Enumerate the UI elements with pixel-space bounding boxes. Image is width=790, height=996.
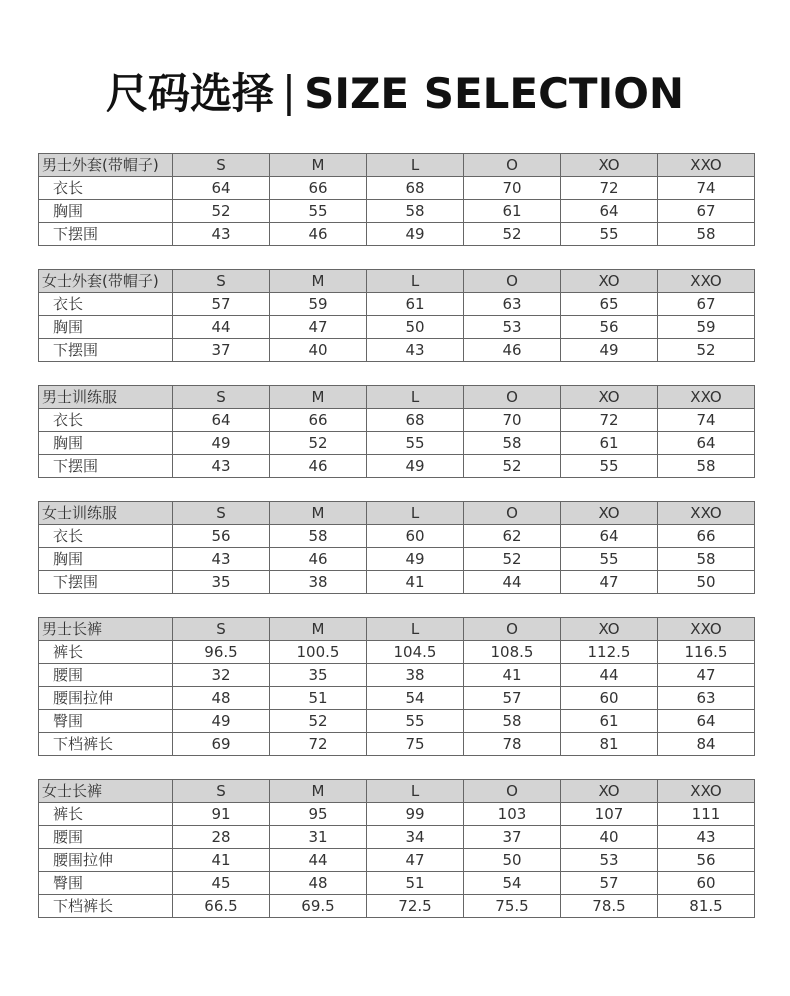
measurement-value: 49 — [367, 223, 464, 246]
measurement-value: 64 — [658, 710, 755, 733]
measurement-value: 70 — [464, 177, 561, 200]
measurement-value: 53 — [561, 849, 658, 872]
measurement-value: 34 — [367, 826, 464, 849]
measurement-value: 66.5 — [173, 895, 270, 918]
measurement-value: 103 — [464, 803, 561, 826]
measurement-value: 44 — [173, 316, 270, 339]
size-header-cell: M — [270, 618, 367, 641]
measurement-label: 胸围 — [39, 548, 173, 571]
measurement-value: 64 — [658, 432, 755, 455]
measurement-value: 58 — [270, 525, 367, 548]
table-row — [39, 849, 755, 872]
measurement-label: 衣长 — [39, 293, 173, 316]
size-header-cell: L — [367, 270, 464, 293]
measurement-value: 57 — [173, 293, 270, 316]
table-row — [39, 710, 755, 733]
measurement-value: 56 — [173, 525, 270, 548]
measurement-value: 74 — [658, 409, 755, 432]
measurement-label: 衣长 — [39, 177, 173, 200]
measurement-value: 111 — [658, 803, 755, 826]
size-header-cell: L — [367, 386, 464, 409]
measurement-value: 43 — [173, 455, 270, 478]
measurement-value: 64 — [173, 409, 270, 432]
measurement-value: 68 — [367, 177, 464, 200]
table-title: 男士外套(带帽子) — [39, 154, 173, 177]
measurement-value: 65 — [561, 293, 658, 316]
measurement-value: 43 — [367, 339, 464, 362]
measurement-value: 59 — [658, 316, 755, 339]
measurement-label: 腰围拉伸 — [39, 849, 173, 872]
measurement-value: 72.5 — [367, 895, 464, 918]
measurement-value: 81.5 — [658, 895, 755, 918]
table-header-row — [39, 270, 755, 293]
measurement-value: 72 — [270, 733, 367, 756]
measurement-value: 46 — [270, 223, 367, 246]
measurement-value: 50 — [367, 316, 464, 339]
size-table — [38, 385, 755, 478]
size-header-cell: M — [270, 154, 367, 177]
measurement-value: 47 — [561, 571, 658, 594]
measurement-value: 69.5 — [270, 895, 367, 918]
size-header-cell: L — [367, 618, 464, 641]
measurement-value: 56 — [561, 316, 658, 339]
size-header-cell: O — [464, 154, 561, 177]
measurement-value: 52 — [464, 548, 561, 571]
table-row — [39, 548, 755, 571]
measurement-label: 腰围 — [39, 664, 173, 687]
measurement-value: 50 — [464, 849, 561, 872]
measurement-value: 67 — [658, 200, 755, 223]
size-header-cell: XXO — [658, 270, 755, 293]
measurement-label: 裤长 — [39, 803, 173, 826]
size-header-cell: XO — [561, 618, 658, 641]
size-header-cell: XO — [561, 502, 658, 525]
measurement-value: 60 — [658, 872, 755, 895]
table-row — [39, 687, 755, 710]
measurement-value: 69 — [173, 733, 270, 756]
measurement-value: 46 — [464, 339, 561, 362]
table-title: 女士外套(带帽子) — [39, 270, 173, 293]
size-header-cell: XXO — [658, 386, 755, 409]
measurement-value: 50 — [658, 571, 755, 594]
table-row — [39, 826, 755, 849]
measurement-value: 60 — [561, 687, 658, 710]
measurement-value: 46 — [270, 548, 367, 571]
size-header-cell: XO — [561, 780, 658, 803]
size-header-cell: L — [367, 502, 464, 525]
measurement-value: 64 — [561, 525, 658, 548]
measurement-value: 116.5 — [658, 641, 755, 664]
measurement-value: 52 — [173, 200, 270, 223]
size-table — [38, 779, 755, 918]
table-row — [39, 293, 755, 316]
measurement-value: 45 — [173, 872, 270, 895]
measurement-value: 52 — [464, 223, 561, 246]
measurement-value: 52 — [464, 455, 561, 478]
table-row — [39, 733, 755, 756]
measurement-value: 28 — [173, 826, 270, 849]
measurement-value: 49 — [561, 339, 658, 362]
title-en: SIZE SELECTION — [304, 69, 685, 118]
size-header-cell: XO — [561, 270, 658, 293]
table-title: 男士长裤 — [39, 618, 173, 641]
table-row — [39, 200, 755, 223]
measurement-value: 54 — [367, 687, 464, 710]
table-title: 女士长裤 — [39, 780, 173, 803]
measurement-value: 70 — [464, 409, 561, 432]
size-header-cell: S — [173, 780, 270, 803]
size-header-cell: O — [464, 780, 561, 803]
size-header-cell: O — [464, 270, 561, 293]
table-header-row — [39, 502, 755, 525]
measurement-value: 38 — [367, 664, 464, 687]
measurement-value: 41 — [173, 849, 270, 872]
measurement-label: 下摆围 — [39, 455, 173, 478]
table-header-row — [39, 386, 755, 409]
measurement-value: 58 — [367, 200, 464, 223]
measurement-value: 61 — [561, 432, 658, 455]
measurement-value: 43 — [173, 223, 270, 246]
size-header-cell: XXO — [658, 502, 755, 525]
table-title: 女士训练服 — [39, 502, 173, 525]
measurement-value: 75 — [367, 733, 464, 756]
measurement-label: 衣长 — [39, 525, 173, 548]
title-zh: 尺码选择 — [105, 69, 274, 118]
measurement-label: 下摆围 — [39, 223, 173, 246]
measurement-value: 49 — [367, 455, 464, 478]
measurement-value: 100.5 — [270, 641, 367, 664]
size-header-cell: S — [173, 502, 270, 525]
size-header-cell: XXO — [658, 154, 755, 177]
measurement-value: 59 — [270, 293, 367, 316]
measurement-label: 胸围 — [39, 200, 173, 223]
size-header-cell: S — [173, 386, 270, 409]
measurement-value: 66 — [270, 409, 367, 432]
size-header-cell: M — [270, 270, 367, 293]
measurement-value: 51 — [367, 872, 464, 895]
measurement-label: 下档裤长 — [39, 895, 173, 918]
measurement-value: 112.5 — [561, 641, 658, 664]
table-row — [39, 316, 755, 339]
size-table — [38, 617, 755, 756]
size-header-cell: O — [464, 618, 561, 641]
measurement-label: 腰围拉伸 — [39, 687, 173, 710]
measurement-value: 78 — [464, 733, 561, 756]
measurement-value: 58 — [464, 710, 561, 733]
measurement-value: 40 — [270, 339, 367, 362]
measurement-value: 58 — [464, 432, 561, 455]
measurement-value: 108.5 — [464, 641, 561, 664]
size-header-cell: S — [173, 270, 270, 293]
size-header-cell: XXO — [658, 618, 755, 641]
measurement-value: 81 — [561, 733, 658, 756]
measurement-value: 58 — [658, 548, 755, 571]
table-row — [39, 571, 755, 594]
measurement-value: 43 — [658, 826, 755, 849]
size-header-cell: M — [270, 780, 367, 803]
measurement-value: 44 — [561, 664, 658, 687]
size-table — [38, 501, 755, 594]
measurement-value: 47 — [367, 849, 464, 872]
table-row — [39, 641, 755, 664]
table-row — [39, 525, 755, 548]
measurement-value: 55 — [367, 432, 464, 455]
measurement-value: 35 — [270, 664, 367, 687]
table-row — [39, 664, 755, 687]
size-header-cell: S — [173, 154, 270, 177]
measurement-label: 下摆围 — [39, 339, 173, 362]
measurement-value: 47 — [658, 664, 755, 687]
measurement-value: 35 — [173, 571, 270, 594]
table-row — [39, 455, 755, 478]
size-header-cell: O — [464, 386, 561, 409]
size-header-cell: O — [464, 502, 561, 525]
measurement-value: 72 — [561, 177, 658, 200]
measurement-value: 61 — [464, 200, 561, 223]
measurement-value: 78.5 — [561, 895, 658, 918]
measurement-value: 107 — [561, 803, 658, 826]
size-header-cell: XXO — [658, 780, 755, 803]
measurement-value: 75.5 — [464, 895, 561, 918]
table-header-row — [39, 618, 755, 641]
measurement-value: 31 — [270, 826, 367, 849]
measurement-value: 57 — [561, 872, 658, 895]
measurement-value: 43 — [173, 548, 270, 571]
measurement-value: 40 — [561, 826, 658, 849]
measurement-value: 63 — [658, 687, 755, 710]
measurement-value: 37 — [464, 826, 561, 849]
measurement-value: 51 — [270, 687, 367, 710]
table-header-row — [39, 780, 755, 803]
measurement-value: 62 — [464, 525, 561, 548]
measurement-value: 84 — [658, 733, 755, 756]
measurement-value: 96.5 — [173, 641, 270, 664]
measurement-value: 95 — [270, 803, 367, 826]
measurement-value: 66 — [658, 525, 755, 548]
table-title: 男士训练服 — [39, 386, 173, 409]
measurement-value: 37 — [173, 339, 270, 362]
measurement-label: 衣长 — [39, 409, 173, 432]
measurement-label: 臀围 — [39, 872, 173, 895]
table-row — [39, 223, 755, 246]
measurement-label: 裤长 — [39, 641, 173, 664]
table-row — [39, 177, 755, 200]
measurement-value: 52 — [658, 339, 755, 362]
measurement-value: 44 — [464, 571, 561, 594]
measurement-value: 32 — [173, 664, 270, 687]
measurement-value: 44 — [270, 849, 367, 872]
size-header-cell: M — [270, 386, 367, 409]
table-header-row — [39, 154, 755, 177]
measurement-label: 下档裤长 — [39, 733, 173, 756]
measurement-value: 67 — [658, 293, 755, 316]
measurement-value: 52 — [270, 710, 367, 733]
table-row — [39, 872, 755, 895]
measurement-value: 46 — [270, 455, 367, 478]
measurement-value: 61 — [367, 293, 464, 316]
table-row — [39, 339, 755, 362]
measurement-value: 58 — [658, 223, 755, 246]
measurement-value: 58 — [658, 455, 755, 478]
size-header-cell: L — [367, 780, 464, 803]
measurement-value: 55 — [561, 548, 658, 571]
title-separator: | — [281, 67, 297, 116]
size-header-cell: M — [270, 502, 367, 525]
measurement-value: 49 — [367, 548, 464, 571]
size-table — [38, 153, 755, 246]
measurement-value: 57 — [464, 687, 561, 710]
measurement-label: 下摆围 — [39, 571, 173, 594]
measurement-value: 63 — [464, 293, 561, 316]
measurement-value: 72 — [561, 409, 658, 432]
measurement-value: 55 — [561, 455, 658, 478]
measurement-value: 52 — [270, 432, 367, 455]
measurement-label: 臀围 — [39, 710, 173, 733]
measurement-value: 68 — [367, 409, 464, 432]
size-header-cell: L — [367, 154, 464, 177]
size-table — [38, 269, 755, 362]
measurement-value: 53 — [464, 316, 561, 339]
measurement-value: 49 — [173, 710, 270, 733]
measurement-value: 74 — [658, 177, 755, 200]
table-row — [39, 409, 755, 432]
table-row — [39, 895, 755, 918]
size-header-cell: XO — [561, 386, 658, 409]
measurement-label: 胸围 — [39, 316, 173, 339]
measurement-value: 48 — [173, 687, 270, 710]
measurement-value: 54 — [464, 872, 561, 895]
measurement-value: 104.5 — [367, 641, 464, 664]
measurement-value: 55 — [270, 200, 367, 223]
measurement-value: 41 — [367, 571, 464, 594]
measurement-value: 64 — [173, 177, 270, 200]
measurement-value: 99 — [367, 803, 464, 826]
measurement-value: 64 — [561, 200, 658, 223]
measurement-value: 41 — [464, 664, 561, 687]
size-header-cell: S — [173, 618, 270, 641]
size-header-cell: XO — [561, 154, 658, 177]
measurement-value: 66 — [270, 177, 367, 200]
page-title — [0, 64, 790, 124]
measurement-label: 腰围 — [39, 826, 173, 849]
measurement-value: 56 — [658, 849, 755, 872]
measurement-value: 38 — [270, 571, 367, 594]
measurement-label: 胸围 — [39, 432, 173, 455]
size-tables — [38, 153, 754, 941]
table-row — [39, 432, 755, 455]
measurement-value: 49 — [173, 432, 270, 455]
table-row — [39, 803, 755, 826]
measurement-value: 60 — [367, 525, 464, 548]
measurement-value: 55 — [367, 710, 464, 733]
measurement-value: 47 — [270, 316, 367, 339]
measurement-value: 91 — [173, 803, 270, 826]
measurement-value: 61 — [561, 710, 658, 733]
measurement-value: 55 — [561, 223, 658, 246]
measurement-value: 48 — [270, 872, 367, 895]
